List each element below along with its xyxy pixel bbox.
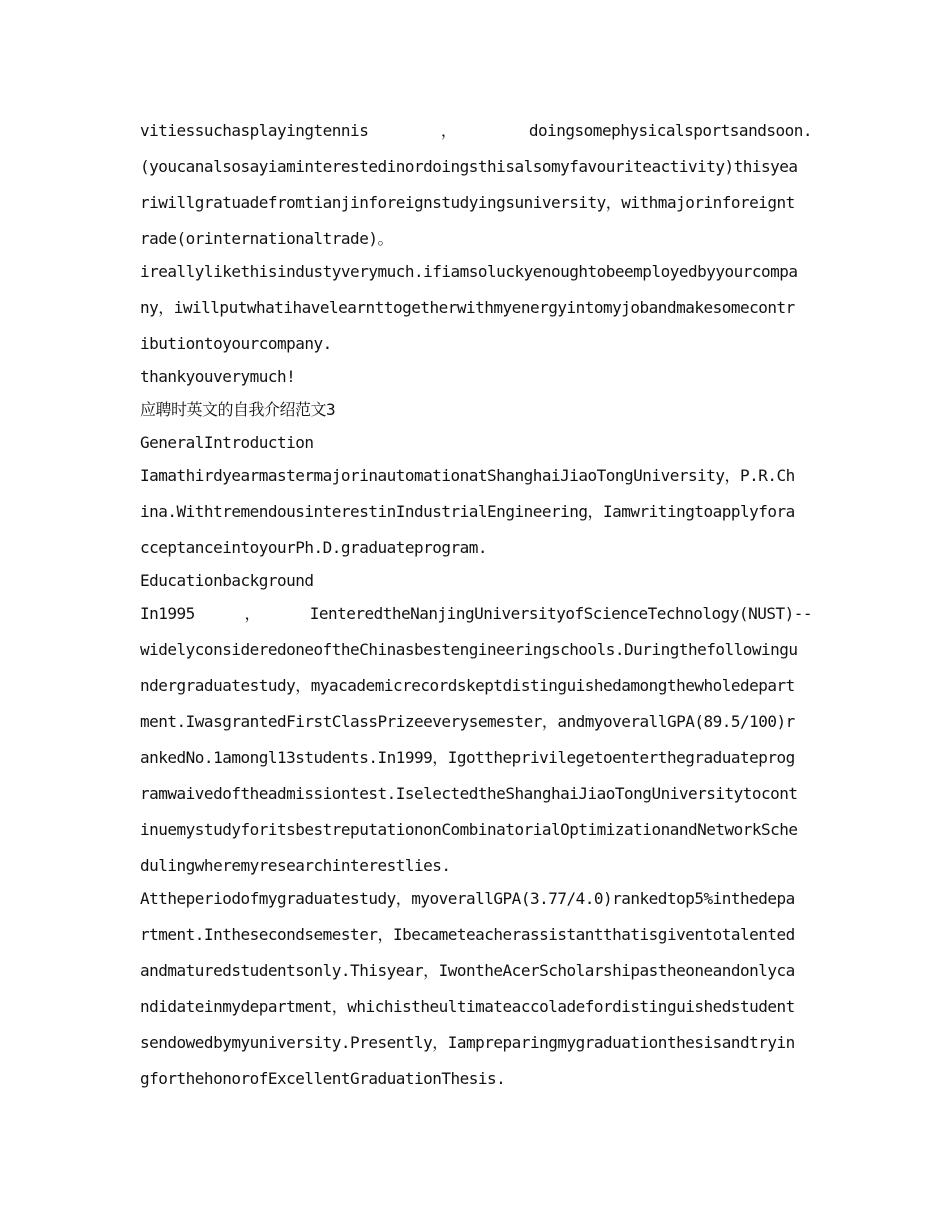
paragraph-line: inuemystudyforitsbestreputationonCombinatorialOptimizationandNetworkSche [140,820,798,839]
paragraph-line: sendowedbymyuniversity.Presently，Iampreparingmygraduationthesisandtryin [140,1033,795,1052]
section-title: 应聘时英文的自我介绍范文3 [140,400,336,419]
paragraph-line [140,603,812,639]
paragraph-line: ndidateinmydepartment，whichistheultimateaccoladefordistinguishedstudent [140,997,795,1016]
paragraph-line [140,120,812,156]
paragraph-line: ndergraduatestudy，myacademicrecordskeptdistinguishedamongthewholedepart [140,676,795,695]
paragraph-line: rtment.Inthesecondsemester，Ibecameteacherassistantthatisgiventotalented [140,925,795,944]
text-segment: ， [244,604,260,623]
paragraph-line: rade(orinternationaltrade)。 [140,229,393,248]
paragraph-line: widelyconsideredoneoftheChinasbestengineeringschools.Duringthefollowingu [140,640,798,659]
paragraph-line: ment.IwasgrantedFirstClassPrizeeverysemester，andmyoverallGPA(89.5/100)r [140,712,795,731]
paragraph-line: ibutiontoyourcompany. [140,334,332,353]
text-segment: doingsomephysicalsportsandsoon. [528,121,812,140]
paragraph-line: (youcanalsosayiaminterestedinordoingsthisalsomyfavouriteactivity)thisyea [140,157,798,176]
paragraph-line: ankedNo.1amongl13students.In1999，Igottheprivilegetoenterthegraduateprog [140,748,795,767]
document-body [140,120,812,1104]
text-segment: ， [440,121,457,140]
paragraph-line: riwillgratuadefromtianjinforeignstudyingsuniversity，withmajorinforeignt [140,193,795,212]
paragraph-line: ny，iwillputwhatihavelearnttogetherwithmyenergyintomyjobandmakesomecontr [140,298,795,317]
heading-general-introduction: GeneralIntroduction [140,433,314,452]
heading-education-background: Educationbackground [140,571,314,590]
paragraph-line: dulingwheremyresearchinterestlies. [140,856,451,875]
paragraph-line: IamathirdyearmastermajorinautomationatShanghaiJiaoTongUniversity，P.R.Ch [140,466,795,485]
paragraph-line: ina.WithtremendousinterestinIndustrialEngineering，Iamwritingtoapplyfora [140,502,795,521]
paragraph-line: andmaturedstudentsonly.Thisyear，IwontheAcerScholarshipastheoneandonlyca [140,961,795,980]
paragraph-line: gforthehonorofExcellentGraduationThesis. [140,1069,506,1088]
text-segment: In1995 [140,604,195,623]
text-segment: vitiessuchasplayingtennis [140,121,369,140]
closing-line: thankyouverymuch! [140,367,296,386]
paragraph-line: cceptanceintoyourPh.D.graduateprogram. [140,538,488,557]
paragraph-line: ireallylikethisindustyverymuch.ifiamsoluckyenoughtobeemployedbyyourcompa [140,262,798,281]
paragraph-line: Attheperiodofmygraduatestudy，myoverallGPA(3.77/4.0)rankedtop5%inthedepa [140,889,795,908]
paragraph-line: ramwaivedoftheadmissiontest.IselectedtheShanghaiJiaoTongUniversitytocont [140,784,798,803]
text-segment: IenteredtheNanjingUniversityofScienceTechnology(NUST)-- [309,604,812,623]
